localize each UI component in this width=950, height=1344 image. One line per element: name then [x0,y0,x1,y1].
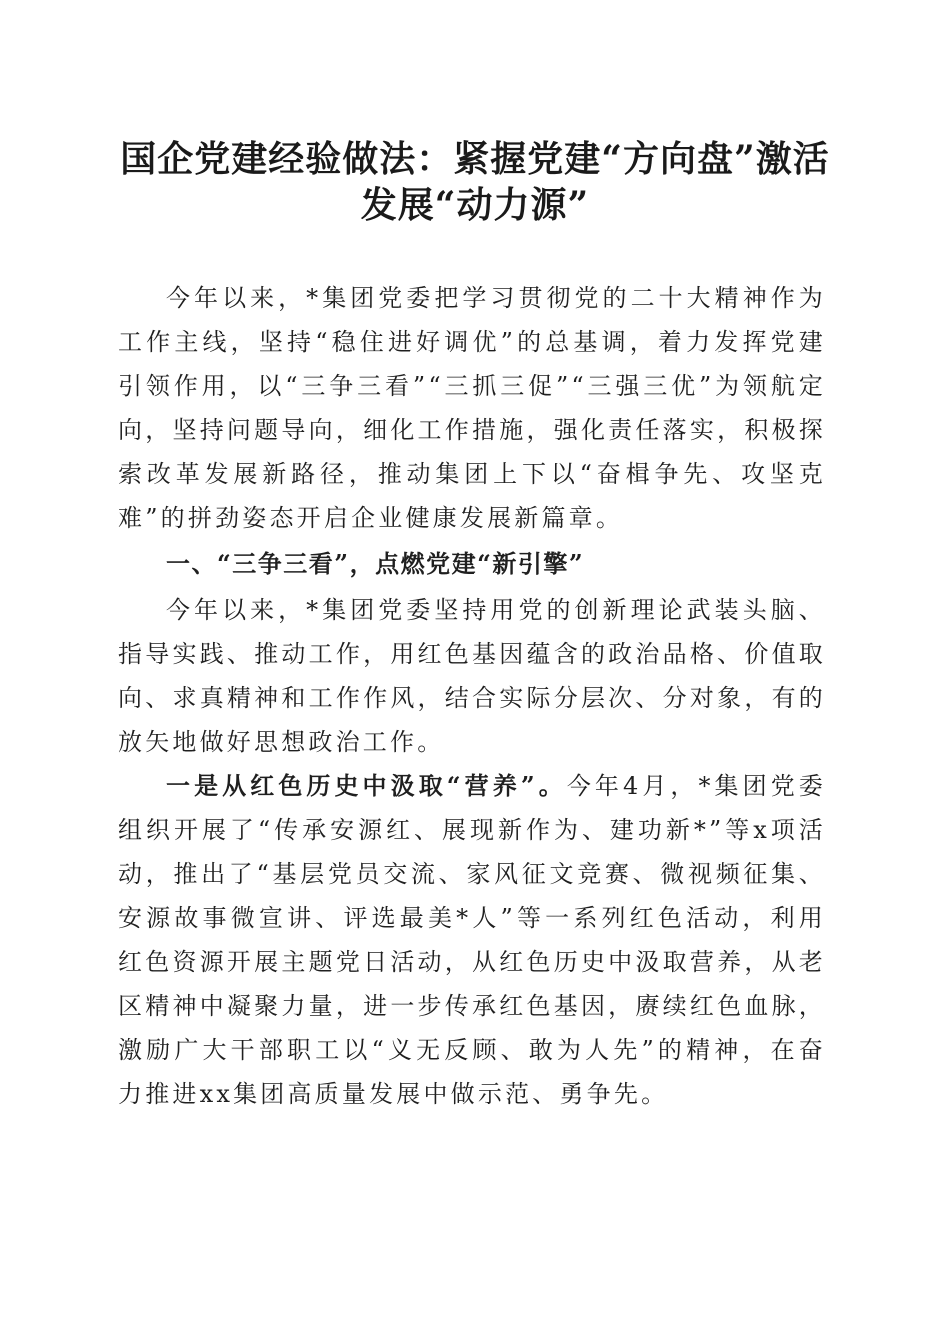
point-1-lead: 一是从红色历史中汲取“营养”。 [166,771,567,800]
point-1-body: 今年4月，*集团党委组织开展了“传承安源红、展现新作为、建功新*”等x项活动，推出了“基层党员交流、家风征文竞赛、微视频征集、安源故事微宣讲、评选最美*人”等一系列红色活动，利用红色资源开展主题党日活动，从红色历史中汲取营养，从老区精神中凝聚力量，进一步传承红色基因，赓续红色血脉，激励广大干部职工以“义无反顾、敢为人先”的精神，在奋力推进xx集团高质量发展中做示范、勇争先。 [118,772,826,1108]
paragraph-intro: 今年以来，*集团党委把学习贯彻党的二十大精神作为工作主线，坚持“稳住进好调优”的总基调，着力发挥党建引领作用，以“三争三看”“三抓三促”“三强三优”为领航定向，坚持问题导向，细化工作措施，强化责任落实，积极探索改革发展新路径，推动集团上下以“奋楫争先、攻坚克难”的拼劲姿态开启企业健康发展新篇章。 [118,284,826,532]
section-heading-1: 一、“三争三看”，点燃党建“新引擎” [166,549,585,578]
title-line-2: 发展“动力源” [360,184,590,226]
title-line-1: 国企党建经验做法：紧握党建“方向盘”激活 [120,138,830,180]
document-body [118,276,826,1116]
paragraph-point-1 [118,764,826,1116]
paragraph-section-1: 今年以来，*集团党委坚持用党的创新理论武装头脑、指导实践、推动工作，用红色基因蕴含的政治品格、价值取向、求真精神和工作作风，结合实际分层次、分对象，有的放矢地做好思想政治工作。 [118,596,826,756]
document-title [100,136,850,228]
